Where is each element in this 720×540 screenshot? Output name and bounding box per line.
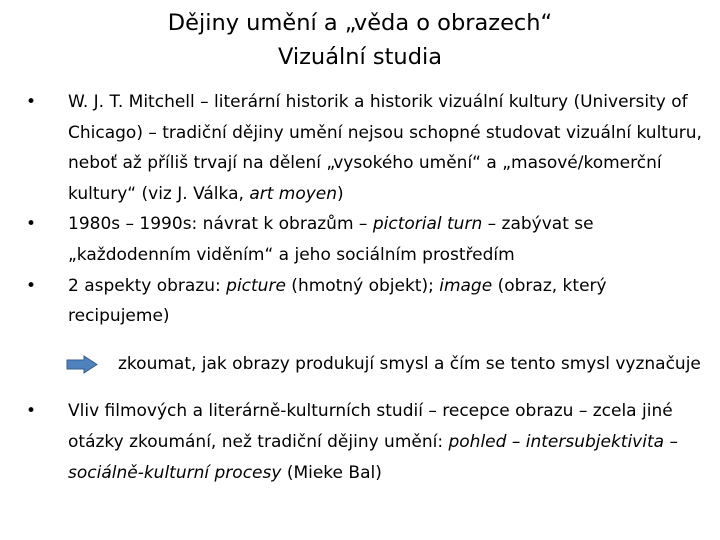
bullet-text: ) xyxy=(337,183,344,204)
bullet-item xyxy=(22,271,712,332)
bullet-item xyxy=(22,87,712,209)
right-arrow-icon xyxy=(66,355,98,374)
bullet-item xyxy=(22,396,712,488)
bullet-text: 1980s – 1990s: návrat k obrazům – xyxy=(68,214,373,235)
bullet-text-italic: pohled – intersubjektivita – sociálně-kulturní procesy xyxy=(68,431,678,483)
bullet-text-italic: picture xyxy=(226,275,286,296)
bullet-text: (obraz, který recipujeme) xyxy=(68,275,607,327)
bullet-item xyxy=(22,209,712,270)
arrow-note-text: zkoumat, jak obrazy produkují smysl a čím se tento smysl vyznačuje xyxy=(118,353,701,374)
bullet-text: (Mieke Bal) xyxy=(281,462,382,483)
bullet-marker: • xyxy=(26,275,37,296)
bullet-text: W. J. T. Mitchell – literární historik a historik vizuální kultury (University of Chicago) – tradiční dějiny umění nejsou schopné studovat vizuální kulturu, neboť až příliš trvají na dělení „vysokého umění“ a „masové/komerční kultury“ (viz J. Válka, xyxy=(68,92,702,204)
bullet-text: – zabývat se „každodenním viděním“ a jeho sociálním prostředím xyxy=(68,214,594,265)
title-line-2: Vizuální studia xyxy=(277,44,443,70)
bullet-marker: • xyxy=(26,401,37,422)
bullet-list xyxy=(22,87,712,488)
bullet-text: 2 aspekty obrazu: xyxy=(68,275,227,296)
arrow-note xyxy=(22,349,712,380)
bullet-text: (hmotný objekt); xyxy=(285,275,440,296)
bullet-text: Vliv filmových a literárně-kulturních studií – recepce obrazu – zcela jiné otázky zkoumání, než tradiční dějiny umění: xyxy=(68,401,673,452)
bullet-marker: • xyxy=(26,214,37,235)
bullet-text-italic: art moyen xyxy=(249,183,338,204)
bullet-text-italic: image xyxy=(439,275,493,296)
bullet-text-italic: pictorial turn xyxy=(372,214,483,235)
bullet-marker: • xyxy=(26,92,37,112)
title-line-1: Dějiny umění a „věda o obrazech“ xyxy=(167,10,553,36)
slide-title xyxy=(0,6,720,74)
